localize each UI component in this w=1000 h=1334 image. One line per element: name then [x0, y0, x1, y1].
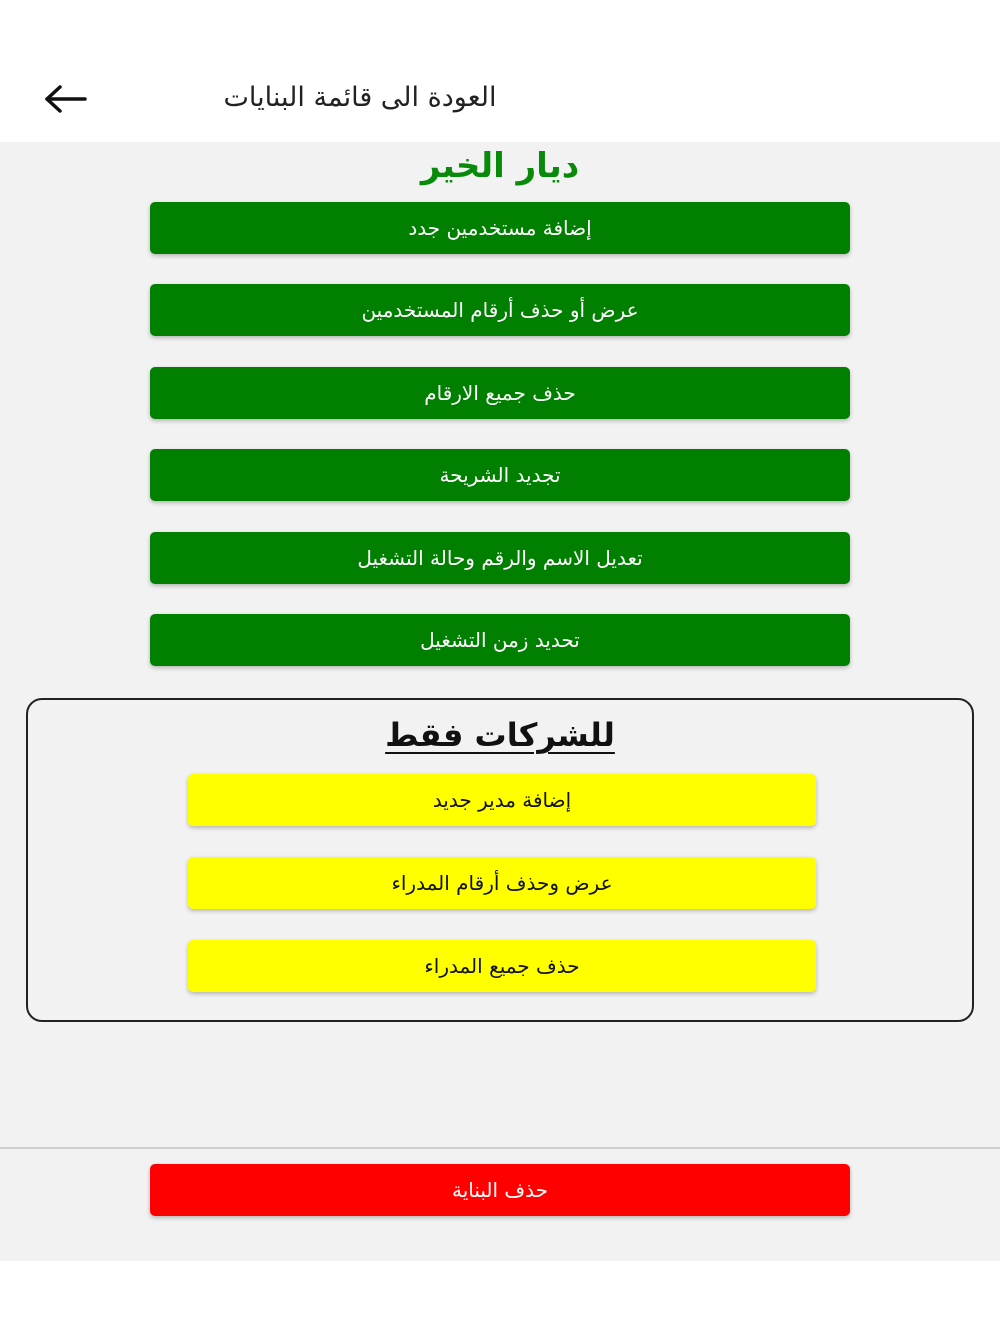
delete-all-managers-button[interactable]: حذف جميع المدراء: [188, 940, 816, 992]
companies-only-title: [28, 714, 972, 756]
view-delete-user-numbers-button[interactable]: عرض أو حذف أرقام المستخدمين: [150, 284, 850, 336]
top-bar: [0, 0, 1000, 142]
view-delete-manager-numbers-button[interactable]: عرض وحذف أرقام المدراء: [188, 857, 816, 909]
footer-bar: [0, 1149, 1000, 1261]
building-name-title: ديار الخير: [420, 146, 580, 186]
edit-name-number-status-button[interactable]: تعديل الاسم والرقم وحالة التشغيل: [150, 532, 850, 584]
companies-only-title-text: للشركات فقط: [385, 716, 615, 754]
building-panel: [0, 142, 1000, 1148]
set-operation-time-button[interactable]: تحديد زمن التشغيل: [150, 614, 850, 666]
delete-all-numbers-button[interactable]: حذف جميع الارقام: [150, 367, 850, 419]
back-button[interactable]: [36, 74, 96, 124]
companies-only-section: [26, 698, 974, 1022]
back-to-buildings-label[interactable]: العودة الى قائمة البنايات: [223, 82, 497, 113]
arrow-left-icon: [43, 84, 89, 114]
renew-sim-button[interactable]: تجديد الشريحة: [150, 449, 850, 501]
add-manager-button[interactable]: إضافة مدير جديد: [188, 774, 816, 826]
delete-building-button[interactable]: حذف البناية: [150, 1164, 850, 1216]
add-users-button[interactable]: إضافة مستخدمين جدد: [150, 202, 850, 254]
